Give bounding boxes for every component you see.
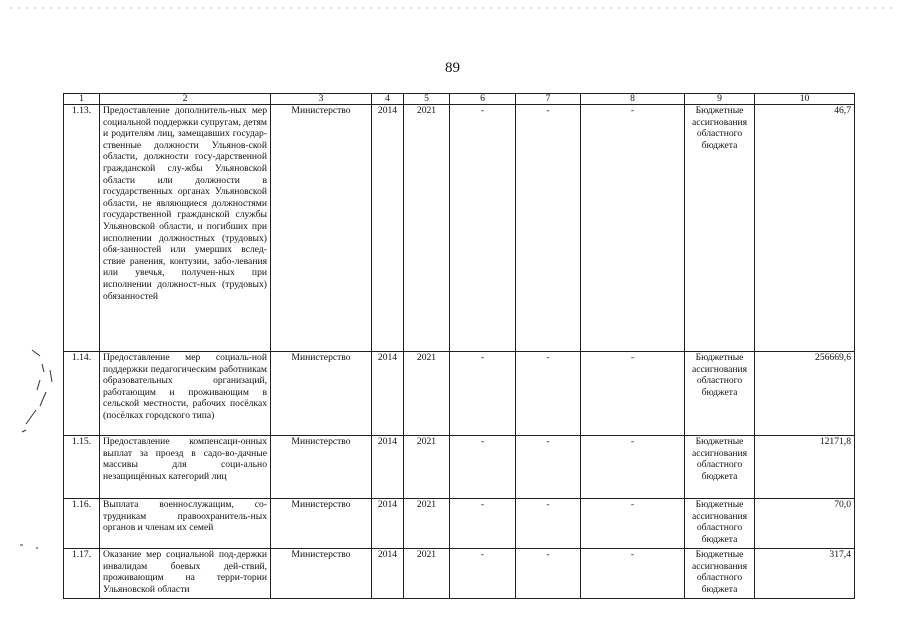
row-executor: Министерство <box>271 499 372 549</box>
row-number: 1.14. <box>64 352 100 436</box>
row-description: Предоставление мер социаль-ной поддержки педагогическим работникам образовательных организаций, работающим и проживающим в сельской местности, рабочих посёлках (посёлках городского типа) <box>100 352 271 436</box>
table-row <box>64 352 855 436</box>
row-number: 1.17. <box>64 549 100 599</box>
table-row <box>64 499 855 549</box>
row-description: Предоставление компенсаци-онных выплат за проезд в садо-во-дачные массивы для соци-ально незащищённых категорий лиц <box>100 436 271 499</box>
row-start-year: 2014 <box>372 499 404 549</box>
row-start-year: 2014 <box>372 549 404 599</box>
row-number: 1.13. <box>64 105 100 352</box>
row-start-year: 2014 <box>372 105 404 352</box>
row-start-year: 2014 <box>372 352 404 436</box>
row-col7: - <box>516 105 581 352</box>
col-header-6: 6 <box>450 94 516 105</box>
row-col7: - <box>516 352 581 436</box>
row-funding-source: Бюджетные ассигнования областного бюджета <box>685 105 755 352</box>
program-table <box>63 93 855 599</box>
table-row <box>64 105 855 352</box>
col-header-8: 8 <box>581 94 685 105</box>
col-header-1: 1 <box>64 94 100 105</box>
row-end-year: 2021 <box>404 436 450 499</box>
row-funding-source: Бюджетные ассигнования областного бюджета <box>685 499 755 549</box>
page-number: 89 <box>445 60 460 76</box>
header-row <box>64 94 855 105</box>
row-col6: - <box>450 499 516 549</box>
row-col8: - <box>581 436 685 499</box>
row-end-year: 2021 <box>404 499 450 549</box>
col-header-2: 2 <box>100 94 271 105</box>
row-col6: - <box>450 436 516 499</box>
row-col8: - <box>581 105 685 352</box>
row-funding-source: Бюджетные ассигнования областного бюджета <box>685 549 755 599</box>
row-executor: Министерство <box>271 436 372 499</box>
row-executor: Министерство <box>271 352 372 436</box>
row-col7: - <box>516 549 581 599</box>
row-start-year: 2014 <box>372 436 404 499</box>
row-amount: 12171,8 <box>755 436 855 499</box>
row-col6: - <box>450 352 516 436</box>
row-amount: 317,4 <box>755 549 855 599</box>
row-executor: Министерство <box>271 105 372 352</box>
row-description: Оказание мер социальной под-держки инвалидам боевых дей-ствий, проживающим на терри-тории Ульяновской области <box>100 549 271 599</box>
row-number: 1.16. <box>64 499 100 549</box>
row-number: 1.15. <box>64 436 100 499</box>
row-col7: - <box>516 499 581 549</box>
row-description: Выплата военнослужащим, со-трудникам правоохранитель-ных органов и членам их семей <box>100 499 271 549</box>
col-header-3: 3 <box>271 94 372 105</box>
col-header-5: 5 <box>404 94 450 105</box>
row-amount: 256669,6 <box>755 352 855 436</box>
col-header-10: 10 <box>755 94 855 105</box>
margin-pen-marks <box>12 340 62 560</box>
table-row <box>64 549 855 599</box>
row-funding-source: Бюджетные ассигнования областного бюджета <box>685 352 755 436</box>
table-row <box>64 436 855 499</box>
col-header-7: 7 <box>516 94 581 105</box>
row-col6: - <box>450 105 516 352</box>
row-col8: - <box>581 499 685 549</box>
row-end-year: 2021 <box>404 352 450 436</box>
row-funding-source: Бюджетные ассигнования областного бюджета <box>685 436 755 499</box>
row-end-year: 2021 <box>404 549 450 599</box>
row-col8: - <box>581 549 685 599</box>
row-col7: - <box>516 436 581 499</box>
row-col8: - <box>581 352 685 436</box>
row-executor: Министерство <box>271 549 372 599</box>
row-amount: 46,7 <box>755 105 855 352</box>
scan-border-dots <box>0 5 905 11</box>
col-header-4: 4 <box>372 94 404 105</box>
row-amount: 70,0 <box>755 499 855 549</box>
row-end-year: 2021 <box>404 105 450 352</box>
row-description: Предоставление дополнитель-ных мер социальной поддержки супругам, детям и родителям лиц, замещавших государ-ственные должности Ульянов-ской области, должности госу-дарственной гражданской слу-жбы Ульяновской области или должности в государственных органах Ульяновской области, не являющиеся должностями государственной гражданской службы Ульяновской области, и погибших при исполнении должностных (трудовых) обя-занностей или умерших вслед-ствие ранения, контузии, забо-левания или увечья, получен-ных при исполнении должност-ных (трудовых) обязанностей <box>100 105 271 352</box>
col-header-9: 9 <box>685 94 755 105</box>
row-col6: - <box>450 549 516 599</box>
